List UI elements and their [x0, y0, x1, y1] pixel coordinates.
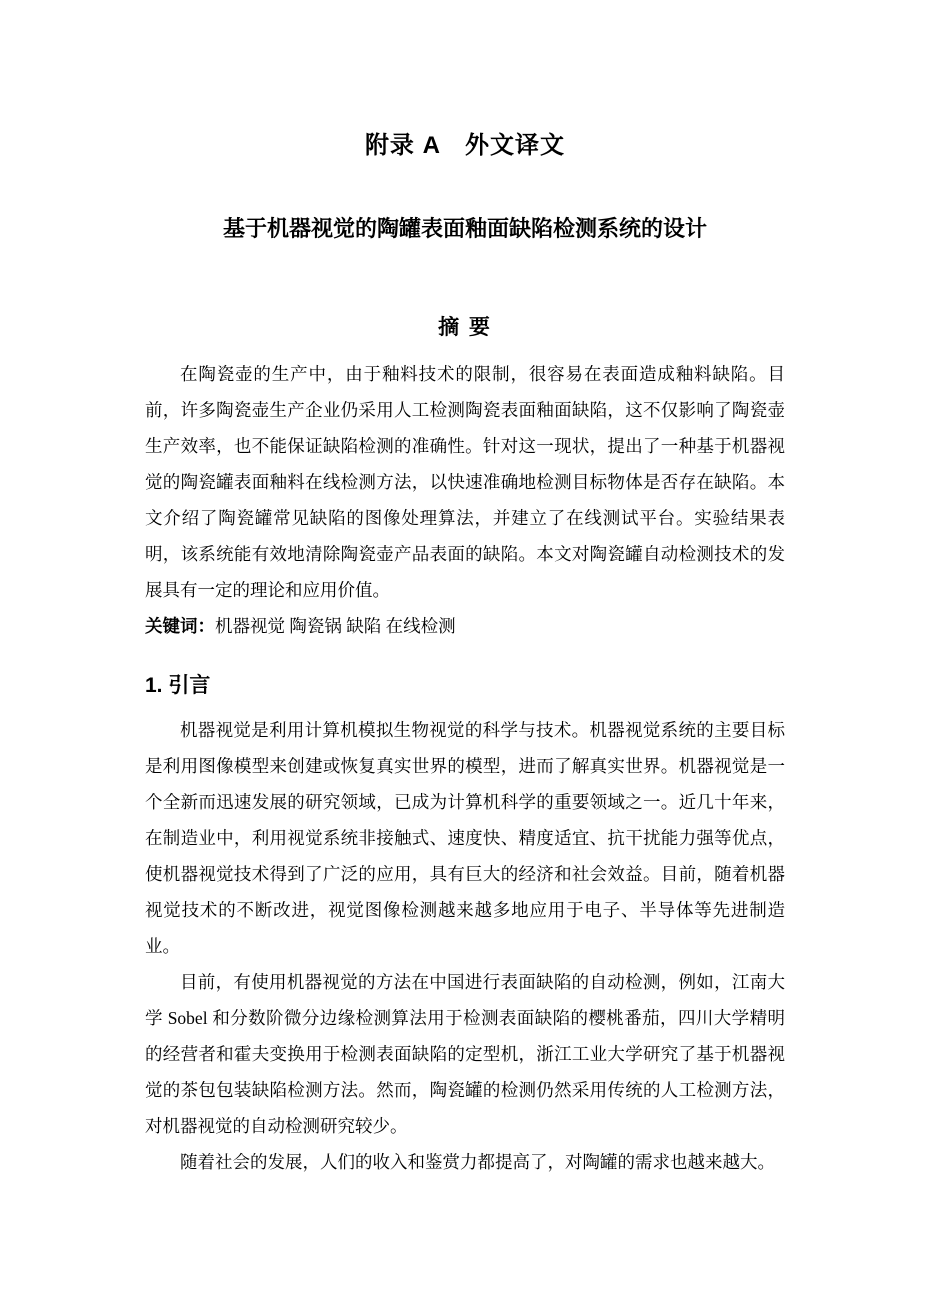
keywords-value: 机器视觉 陶瓷锅 缺陷 在线检测 — [215, 616, 456, 636]
section-1-paragraph-2: 目前，有使用机器视觉的方法在中国进行表面缺陷的自动检测，例如，江南大学 Sobel 和分数阶微分边缘检测算法用于检测表面缺陷的樱桃番茄，四川大学精明的经营者和霍夫变换用于检测表面缺陷的定型机，浙江工业大学研究了基于机器视觉的茶包包装缺陷检测方法。然而，陶瓷罐的检测仍然采用传统的人工检测方法，对机器视觉的自动检测研究较少。 — [145, 972, 785, 1136]
document-title: 基于机器视觉的陶罐表面釉面缺陷检测系统的设计 — [222, 216, 707, 241]
section-1-heading: 1. 引言 — [145, 674, 211, 697]
keywords-line — [145, 608, 785, 644]
appendix-title: 附录 A 外文译文 — [364, 132, 566, 159]
section-1-paragraph-3: 随着社会的发展，人们的收入和鉴赏力都提高了，对陶罐的需求也越来越大。 — [180, 1152, 775, 1172]
section-1-paragraph-1: 机器视觉是利用计算机模拟生物视觉的科学与技术。机器视觉系统的主要目标是利用图像模型来创建或恢复真实世界的模型，进而了解真实世界。机器视觉是一个全新而迅速发展的研究领域，已成为计算机科学的重要领域之一。近几十年来，在制造业中，利用视觉系统非接触式、速度快、精度适宜、抗干扰能力强等优点，使机器视觉技术得到了广泛的应用，具有巨大的经济和社会效益。目前，随着机器视觉技术的不断改进，视觉图像检测越来越多地应用于电子、半导体等先进制造业。 — [145, 720, 785, 956]
abstract-paragraph: 在陶瓷壶的生产中，由于釉料技术的限制，很容易在表面造成釉料缺陷。目前，许多陶瓷壶生产企业仍采用人工检测陶瓷表面釉面缺陷，这不仅影响了陶瓷壶生产效率，也不能保证缺陷检测的准确性。针对这一现状，提出了一种基于机器视觉的陶瓷罐表面釉料在线检测方法，以快速准确地检测目标物体是否存在缺陷。本文介绍了陶瓷罐常见缺陷的图像处理算法，并建立了在线测试平台。实验结果表明，该系统能有效地清除陶瓷壶产品表面的缺陷。本文对陶瓷罐自动检测技术的发展具有一定的理论和应用价值。 — [145, 364, 785, 600]
keywords-label: 关键词： — [145, 616, 215, 636]
abstract-heading: 摘 要 — [438, 316, 492, 339]
